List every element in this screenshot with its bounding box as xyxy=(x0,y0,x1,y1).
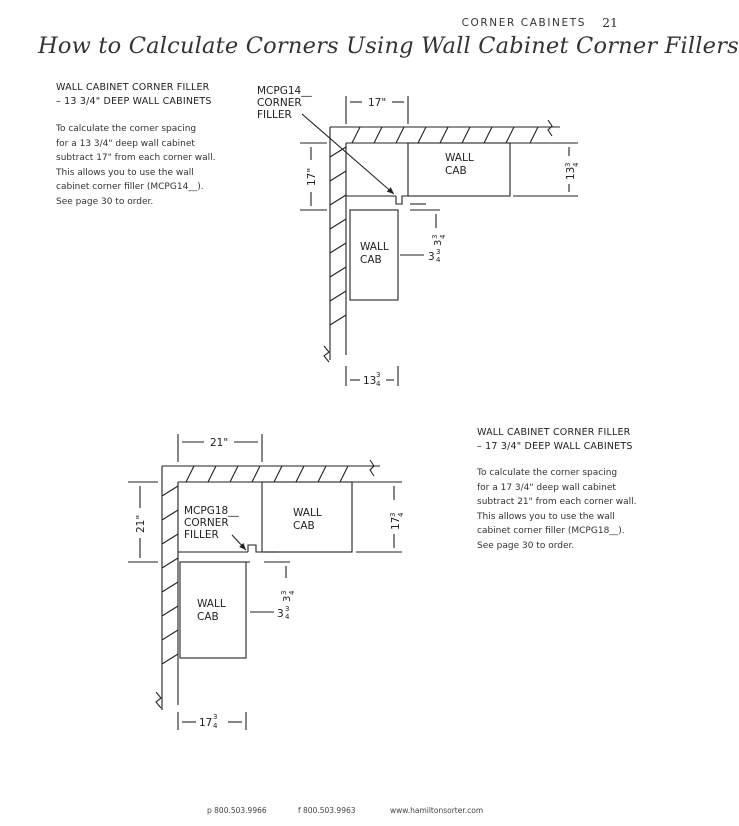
body-line: To calculate the corner spacing xyxy=(477,468,618,478)
filler-label-line: MCPG18__ xyxy=(184,505,239,517)
dim-top: 21" xyxy=(210,437,229,449)
heading-line: WALL CABINET CORNER FILLER xyxy=(477,427,631,438)
frac-num: 3 xyxy=(213,713,218,721)
dim-right-whole: 13 xyxy=(565,166,577,180)
dim-bottom-whole: 13 xyxy=(363,375,377,387)
body-line: See page 30 to order. xyxy=(477,540,575,551)
filler-label-line: FILLER xyxy=(184,529,219,541)
body-line: cabinet corner filler (MCPG18__). xyxy=(477,526,625,536)
frac-den: 4 xyxy=(397,512,405,517)
frac-den: 4 xyxy=(436,256,441,264)
frac-den: 4 xyxy=(288,590,296,595)
frac-num: 3 xyxy=(564,162,572,167)
body-line: This allows you to use the wall xyxy=(56,167,194,178)
wall-cab-bottom xyxy=(180,562,246,658)
dim-right-whole: 17 xyxy=(390,516,402,530)
filler-label-line: MCPG14__ xyxy=(257,85,312,97)
cab-label-line: CAB xyxy=(293,520,315,532)
filler-label-line: FILLER xyxy=(257,109,292,121)
body-line: for a 17 3/4" deep wall cabinet xyxy=(477,482,616,493)
section-header: CORNER CABINETS xyxy=(461,17,586,29)
frac-num: 3 xyxy=(436,248,441,256)
heading-line: – 17 3/4" DEEP WALL CABINETS xyxy=(477,441,633,452)
frac-num: 3 xyxy=(431,234,439,239)
page-number: 21 xyxy=(602,15,618,30)
body-line: To calculate the corner spacing xyxy=(56,124,197,134)
cab-label-line: WALL xyxy=(445,152,474,164)
cab-label-line: WALL xyxy=(197,598,226,610)
wall-hatching xyxy=(162,466,348,664)
body-line: This allows you to use the wall xyxy=(477,511,615,522)
body-line: cabinet corner filler (MCPG14__). xyxy=(56,182,204,192)
dim-top: 17" xyxy=(368,97,387,109)
heading-line: – 13 3/4" DEEP WALL CABINETS xyxy=(56,96,212,107)
frac-num: 3 xyxy=(285,605,290,613)
body-line: subtract 17" from each corner wall. xyxy=(56,153,216,163)
frac-den: 4 xyxy=(285,613,290,621)
dim-left: 21" xyxy=(135,514,147,533)
frac-den: 4 xyxy=(376,380,381,388)
cab-label-line: CAB xyxy=(445,165,467,177)
frac-num: 3 xyxy=(376,371,381,379)
frac-den: 4 xyxy=(213,722,218,730)
frac-den: 4 xyxy=(439,234,447,239)
frac-num: 3 xyxy=(389,512,397,517)
filler-label-line: CORNER xyxy=(257,97,302,109)
body-line: subtract 21" from each corner wall. xyxy=(477,497,637,507)
dim-bottom-whole: 17 xyxy=(199,717,213,729)
dim-left: 17" xyxy=(306,167,318,186)
frac-den: 4 xyxy=(572,162,580,167)
filler-label-line: CORNER xyxy=(184,517,229,529)
body-line: for a 13 3/4" deep wall cabinet xyxy=(56,138,195,149)
cab-label-line: WALL xyxy=(360,241,389,253)
wall-hatching xyxy=(330,127,538,325)
cab-label-line: CAB xyxy=(360,254,382,266)
footer-website[interactable]: www.hamiltonsorter.com xyxy=(390,806,484,815)
heading-line: WALL CABINET CORNER FILLER xyxy=(56,82,210,93)
dim-offset-whole: 3 xyxy=(277,608,284,620)
cab-label-line: WALL xyxy=(293,507,322,519)
dim-offset-whole: 3 xyxy=(433,239,444,246)
cab-label-line: CAB xyxy=(197,611,219,623)
frac-num: 3 xyxy=(280,590,288,595)
dim-offset-whole: 3 xyxy=(282,595,293,602)
dim-offset-whole: 3 xyxy=(428,251,435,263)
body-line: See page 30 to order. xyxy=(56,196,154,207)
footer-phone: p 800.503.9966 xyxy=(207,806,267,815)
footer-fax: f 800.503.9963 xyxy=(298,806,356,815)
diagram-17-3-4 xyxy=(128,434,402,730)
page-title: How to Calculate Corners Using Wall Cabinet Corner Fillers xyxy=(38,33,739,59)
